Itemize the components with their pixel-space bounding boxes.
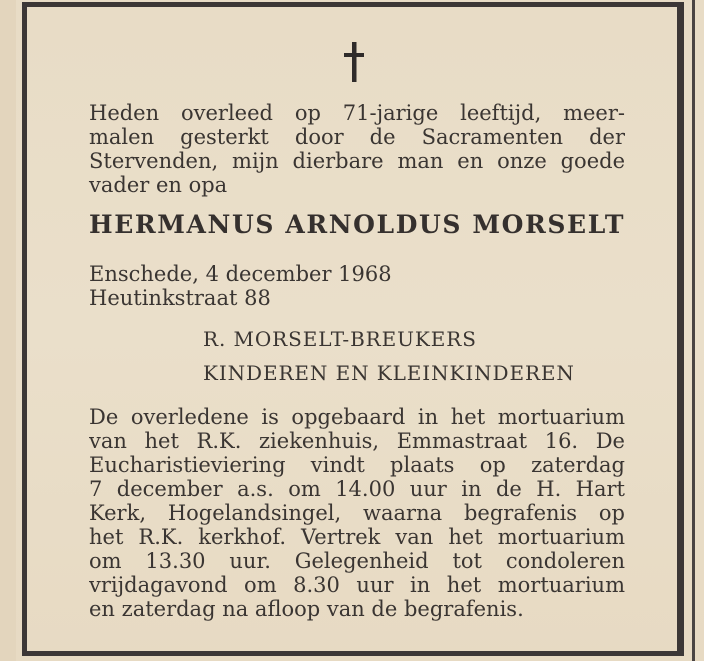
details-line: en zaterdag na afloop van de begrafenis.	[89, 597, 524, 621]
address: Heutinkstraat 88	[89, 286, 271, 310]
column-rule	[692, 0, 695, 661]
details-text	[89, 405, 625, 621]
details-line: 7 december a.s. om 14.00 uur in de H. Hart	[89, 477, 625, 501]
details-line: Eucharistieviering vindt plaats op zaterdag	[89, 453, 625, 477]
intro-text	[89, 101, 625, 197]
place-date: Enschede, 4 december 1968	[89, 262, 392, 286]
cross-icon	[341, 40, 367, 84]
family-spouse: R. MORSELT-BREUKERS	[203, 327, 477, 351]
intro-line: vader en opa	[89, 173, 228, 197]
details-line: van het R.K. ziekenhuis, Emmastraat 16. De	[89, 429, 625, 453]
adjacent-column-edge	[0, 0, 16, 661]
details-line: De overledene is opgebaard in het mortuarium	[89, 405, 625, 429]
details-line: het R.K. kerkhof. Vertrek van het mortuarium	[89, 525, 625, 549]
place-and-address	[89, 262, 625, 310]
deceased-name: HERMANUS ARNOLDUS MORSELT	[89, 210, 626, 239]
details-line: om 13.30 uur. Gelegenheid tot condoleren	[89, 549, 625, 573]
intro-line: Heden overleed op 71-jarige leeftijd, meer-	[89, 101, 625, 125]
intro-line: malen gesterkt door de Sacramenten der	[89, 125, 625, 149]
family-children: KINDEREN EN KLEINKINDEREN	[203, 361, 575, 385]
intro-line: Stervenden, mijn dierbare man en onze goede	[89, 149, 625, 173]
details-line: vrijdagavond om 8.30 uur in het mortuarium	[89, 573, 625, 597]
details-line: Kerk, Hogelandsingel, waarna begrafenis op	[89, 501, 625, 525]
